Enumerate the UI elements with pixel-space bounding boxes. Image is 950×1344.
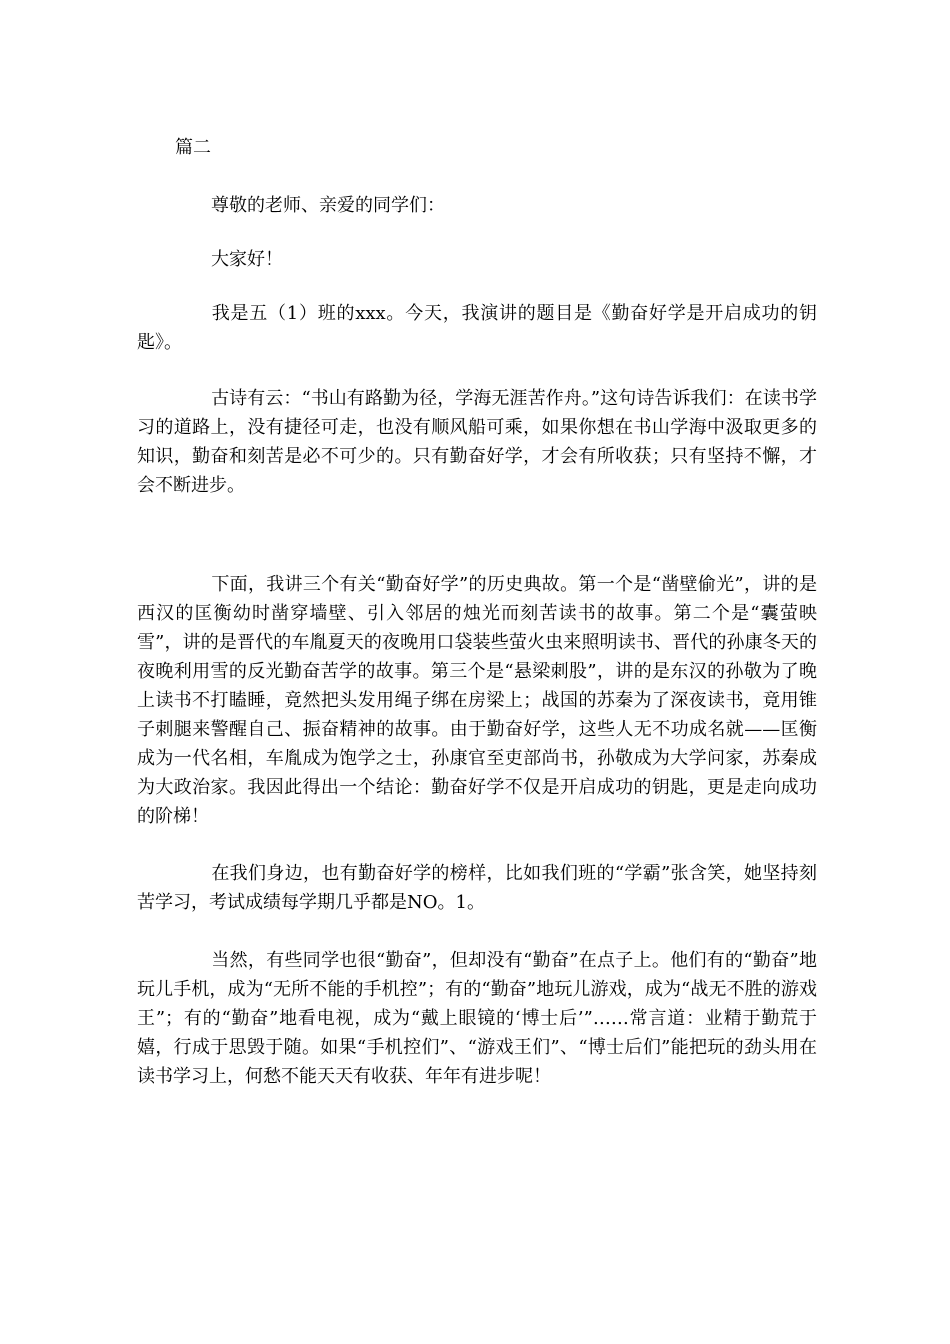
paragraph-text: 古诗有云：“书山有路勤为径，学海无涯苦作舟。”这句诗告诉我们：在读书学习的道路上，没有捷径可走，也没有顺风船可乘，如果你想在书山学海中汲取更多的知识，勤奋和刻苦是必不可少的。只有勤奋好学，才会有所收获；只有坚持不懈，才会不断进步。 [137, 388, 817, 496]
paragraph-introduction [137, 299, 817, 357]
paragraph-poem [137, 384, 817, 500]
salutation-text: 尊敬的老师、亲爱的同学们： [211, 195, 445, 216]
paragraph-text: 我是五（1）班的xxx。今天，我演讲的题目是《勤奋好学是开启成功的钥匙》。 [137, 303, 817, 353]
paragraph-class-example [137, 859, 817, 917]
paragraph-text: 当然，有些同学也很“勤奋”，但却没有“勤奋”在点子上。他们有的“勤奋”地玩儿手机，成为“无所不能的手机控”；有的“勤奋”地玩儿游戏，成为“战无不胜的游戏王”；有的“勤奋”地看电视，成为“戴上眼镜的‘博士后’”……常言道：业精于勤荒于嬉，行成于思毁于随。如果“手机控们”、“游戏王们”、“博士后们”能把玩的劲头用在读书学习上，何愁不能天天有收获、年年有进步呢！ [137, 950, 817, 1087]
paragraph-text: 下面，我讲三个有关“勤奋好学”的历史典故。第一个是“凿壁偷光”，讲的是西汉的匡衡幼时凿穿墙壁、引入邻居的烛光而刻苦读书的故事。第二个是“囊萤映雪”，讲的是晋代的车胤夏天的夜晚用口袋装些萤火虫来照明读书、晋代的孙康冬天的夜晚利用雪的反光勤奋苦学的故事。第三个是“悬梁刺股”，讲的是东汉的孙敬为了晚上读书不打瞌睡，竟然把头发用绳子绑在房梁上；战国的苏秦为了深夜读书，竟用锥子刺腿来警醒自己、振奋精神的故事。由于勤奋好学，这些人无不功成名就——匡衡成为一代名相，车胤成为饱学之士，孙康官至吏部尚书，孙敬成为大学问家，苏秦成为大政治家。我因此得出一个结论：勤奋好学不仅是开启成功的钥匙，更是走向成功的阶梯！ [137, 574, 817, 827]
paragraph-history-stories [137, 570, 817, 831]
greeting-line [137, 245, 817, 274]
paragraph-misplaced-diligence [137, 946, 817, 1091]
salutation-line [137, 191, 817, 220]
paragraph-text: 在我们身边，也有勤奋好学的榜样，比如我们班的“学霸”张含笑，她坚持刻苦学习，考试成绩每学期几乎都是NO。1。 [137, 863, 817, 913]
greeting-text: 大家好！ [211, 249, 283, 270]
section-heading: 篇二 [175, 137, 211, 158]
